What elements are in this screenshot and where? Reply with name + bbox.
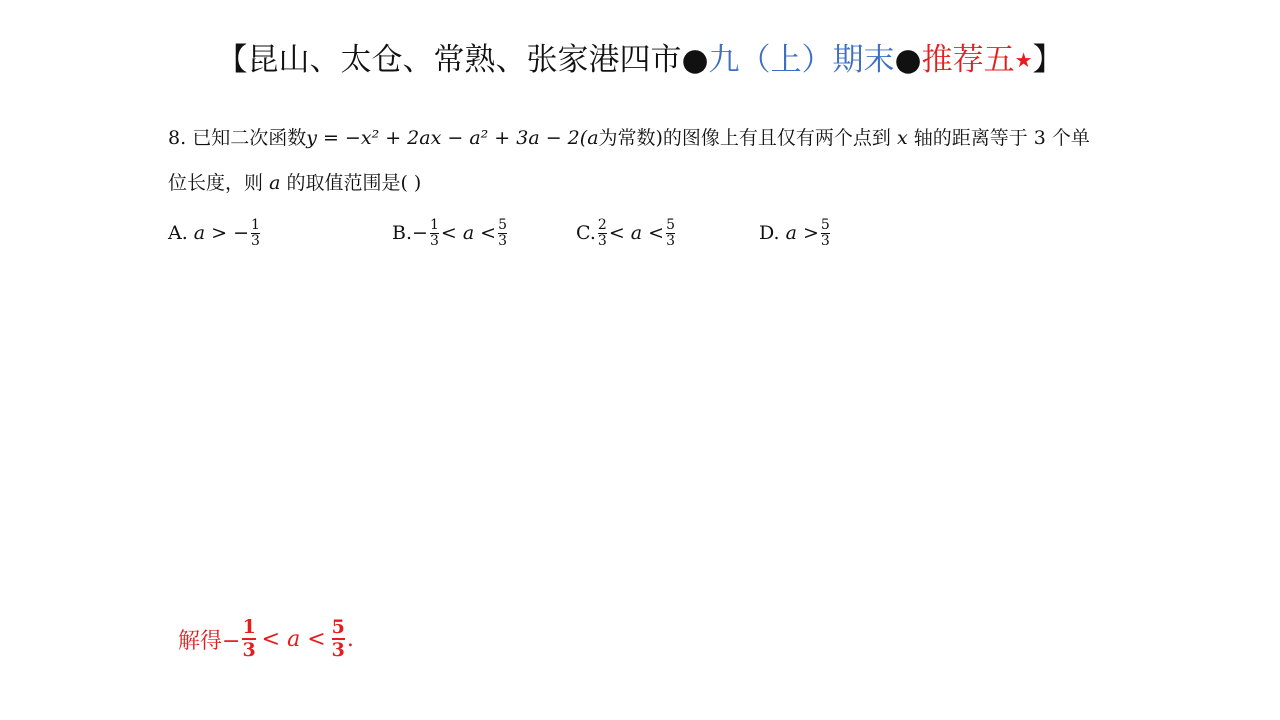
fraction-denominator: 3 bbox=[820, 232, 830, 249]
question-text-3: 轴的距离等于 3 个单 bbox=[913, 127, 1090, 149]
question-x-var: x bbox=[896, 127, 908, 149]
fraction-numerator: 5 bbox=[498, 216, 508, 233]
fraction-numerator: 2 bbox=[597, 216, 607, 233]
option-d[interactable] bbox=[759, 210, 832, 256]
answer-prefix: 解得− bbox=[178, 628, 241, 654]
question-text-4: 位长度，则 bbox=[168, 172, 264, 194]
option-d-expr: a > bbox=[785, 222, 819, 244]
option-b[interactable] bbox=[392, 210, 509, 256]
question-text-5: 的取值范围是( ) bbox=[286, 172, 422, 194]
fraction-denominator: 3 bbox=[429, 232, 439, 249]
fraction-denominator: 3 bbox=[251, 232, 260, 249]
answer-suffix: . bbox=[346, 626, 354, 652]
solution-answer bbox=[178, 612, 354, 666]
question-line-2 bbox=[168, 161, 1118, 206]
option-c[interactable] bbox=[576, 210, 677, 256]
option-a[interactable] bbox=[168, 210, 262, 256]
title-dot: ● bbox=[894, 42, 922, 78]
question-text bbox=[168, 116, 1118, 206]
option-c-mid: < a < bbox=[608, 222, 665, 244]
answer-mid: < a < bbox=[261, 626, 326, 652]
option-d-label: D. bbox=[759, 222, 780, 244]
fraction-denominator: 3 bbox=[242, 639, 256, 661]
option-b-label: B. bbox=[392, 222, 413, 244]
fraction-numerator: 5 bbox=[331, 616, 345, 638]
fraction-numerator: 1 bbox=[429, 216, 439, 233]
title-exam: 九（上）期末 bbox=[708, 42, 895, 78]
option-b-fraction-2 bbox=[498, 218, 507, 249]
option-b-pre: − bbox=[412, 222, 428, 244]
title-region: 昆山、太仓、常熟、张家港四市● bbox=[247, 42, 709, 78]
question-line-1 bbox=[168, 116, 1118, 161]
answer-fraction-1 bbox=[242, 617, 255, 661]
title-bracket-close: 】 bbox=[1032, 42, 1064, 78]
title-recommend: 推荐五 bbox=[921, 42, 1015, 78]
option-a-fraction bbox=[251, 218, 260, 249]
option-a-label: A. bbox=[168, 222, 188, 244]
fraction-numerator: 5 bbox=[820, 216, 830, 233]
option-a-expr: a > − bbox=[193, 222, 250, 244]
fraction-denominator: 3 bbox=[597, 232, 607, 249]
answer-options bbox=[168, 210, 1068, 256]
fraction-denominator: 3 bbox=[498, 232, 508, 249]
fraction-numerator: 5 bbox=[666, 216, 675, 233]
question-text-1: 已知二次函数 bbox=[192, 127, 307, 149]
option-b-fraction-1 bbox=[430, 218, 439, 249]
option-c-fraction-2 bbox=[666, 218, 675, 249]
option-c-fraction-1 bbox=[598, 218, 607, 249]
fraction-denominator: 3 bbox=[331, 639, 345, 661]
question-a-var: a bbox=[269, 172, 281, 194]
question-formula-a: a bbox=[587, 127, 599, 149]
question-text-2: 为常数)的图像上有且仅有两个点到 bbox=[598, 127, 891, 149]
fraction-numerator: 1 bbox=[242, 616, 256, 638]
option-d-fraction bbox=[821, 218, 830, 249]
option-c-label: C. bbox=[576, 222, 596, 244]
star-icon: ★ bbox=[1014, 48, 1033, 72]
option-b-mid: < a < bbox=[440, 222, 497, 244]
question-formula: y = −x² + 2ax − a² + 3a − 2( bbox=[306, 127, 588, 149]
fraction-numerator: 1 bbox=[251, 216, 260, 233]
title-bracket-open: 【 bbox=[216, 42, 248, 78]
page-title bbox=[0, 36, 1280, 84]
fraction-denominator: 3 bbox=[666, 232, 675, 249]
answer-fraction-2 bbox=[332, 617, 345, 661]
question-number: 8. bbox=[168, 127, 187, 149]
